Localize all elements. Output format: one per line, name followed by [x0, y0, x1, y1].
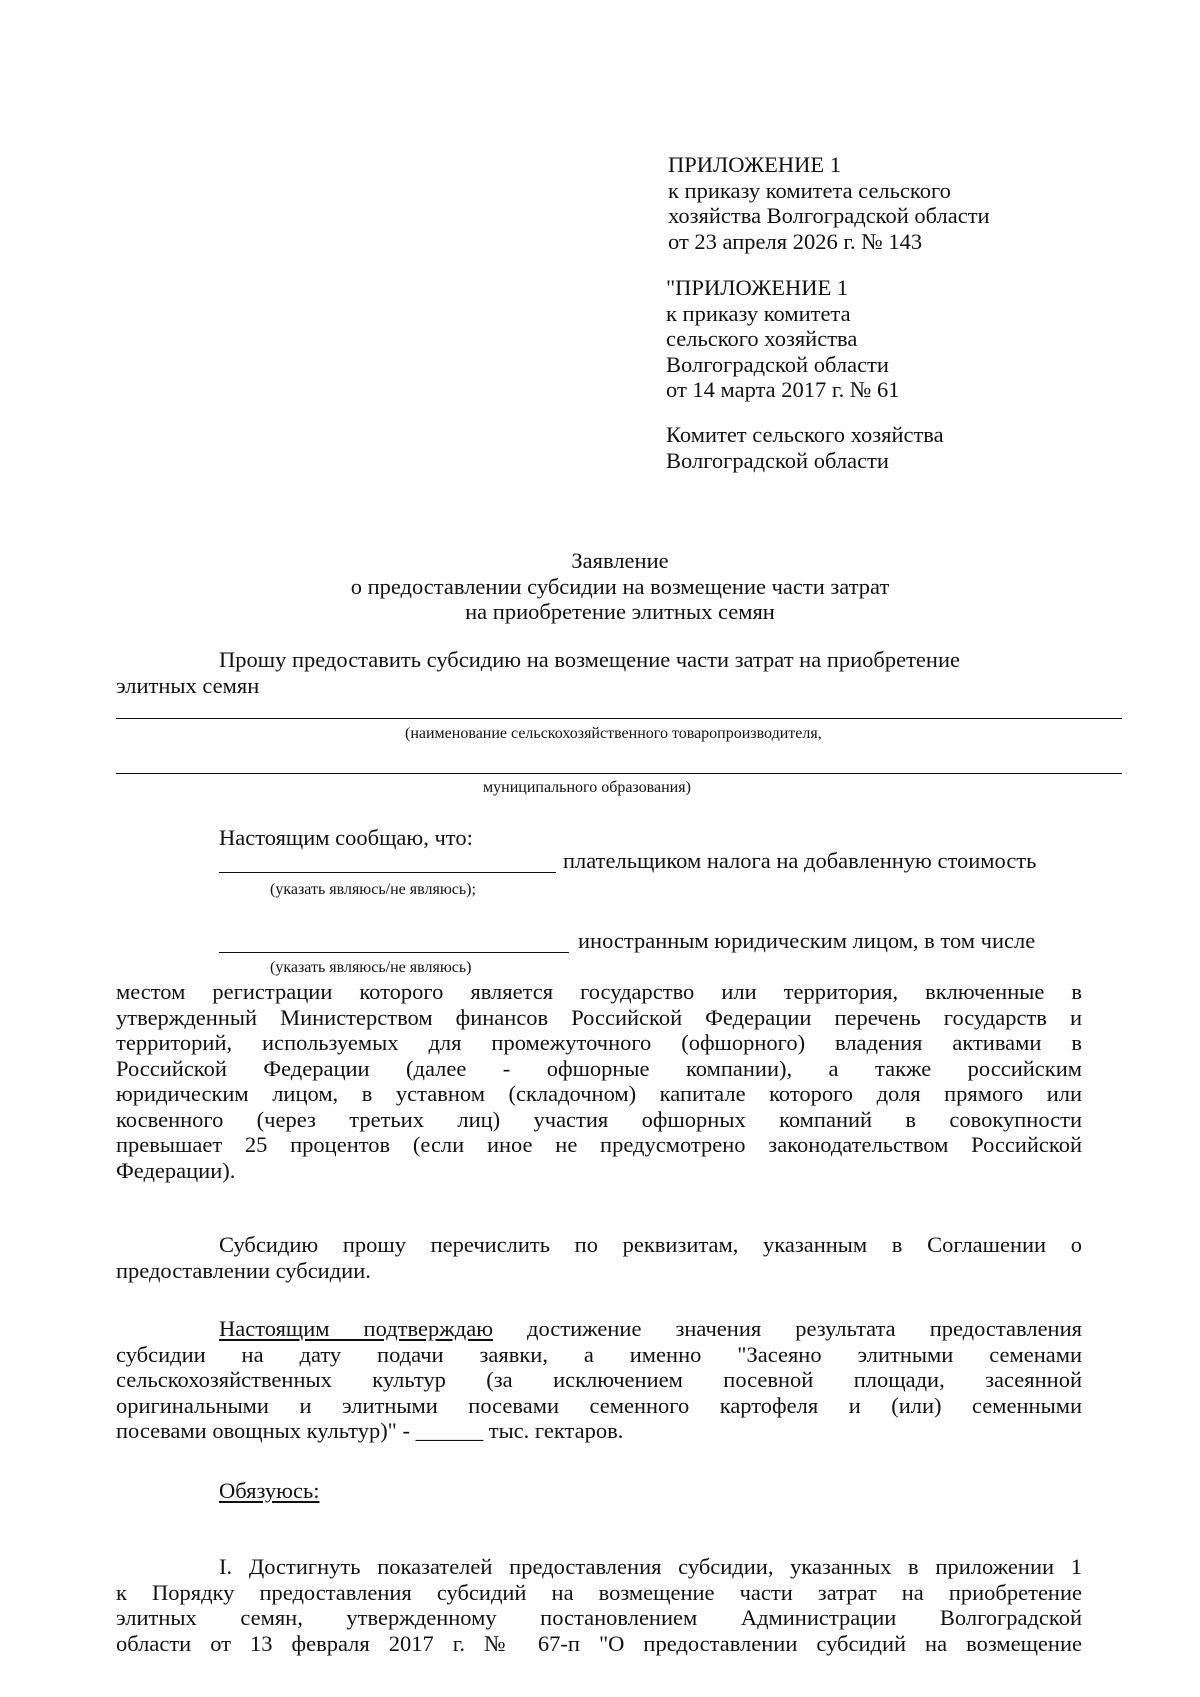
addressee-line: Волгоградской области — [666, 447, 889, 473]
appendix-line: к приказу комитета — [666, 300, 851, 326]
paragraph-line: предоставлении субсидии. — [116, 1257, 371, 1283]
foreign-text: иностранным юридическим лицом, в том числе — [578, 928, 1036, 953]
paragraph-line: к Порядку предоставления субсидий на возмещение части затрат на приобретение — [116, 1579, 1082, 1605]
appendix-title: ПРИЛОЖЕНИЕ 1 — [668, 152, 841, 177]
appendix-title: "ПРИЛОЖЕНИЕ 1 — [666, 275, 849, 300]
paragraph-line: Федерации). — [116, 1157, 236, 1183]
applicant-name-line — [116, 718, 1122, 719]
title-line: на приобретение элитных семян — [465, 599, 775, 624]
obligation-heading: Обязуюсь: — [219, 1478, 320, 1503]
applicant-caption: (наименование сельскохозяйственного товаропроизводителя, — [405, 725, 822, 742]
paragraph-line: Российской Федерации (далее - офшорные компании), а также российским — [116, 1055, 1082, 1081]
paragraph-line: сельскохозяйственных культур (за исключением посевной площади, засеянной — [116, 1367, 1082, 1392]
vat-caption: (указать являюсь/не являюсь); — [270, 881, 476, 898]
paragraph-line: территорий, используемых для промежуточного (офшорного) владения активами в — [116, 1030, 1082, 1055]
foreign-status-blank — [219, 952, 569, 953]
paragraph-line: превышает 25 процентов (если иное не предусмотрено законодательством Российской — [116, 1132, 1082, 1157]
appendix-line: хозяйства Волгоградской области — [668, 203, 990, 228]
appendix-line: к приказу комитета сельского — [668, 177, 951, 203]
paragraph-line: области от 13 февраля 2017 г. № 67-п "О предоставлении субсидий на возмещение — [116, 1630, 1082, 1656]
hectares-blank: ______ — [415, 1418, 484, 1443]
paragraph-line: элитных семян, утвержденному постановлением Администрации Волгоградской — [116, 1605, 1082, 1630]
confirmation-paragraph — [116, 1316, 1082, 1444]
title-line: Заявление — [571, 548, 669, 573]
transfer-paragraph — [116, 1232, 1082, 1283]
municipality-line — [116, 773, 1122, 774]
confirm-last-unit: тыс. гектаров. — [483, 1418, 624, 1443]
paragraph-line — [116, 1418, 1082, 1444]
paragraph-line: субсидии на дату подачи заявки, а именно "Засеяно элитными семенами — [116, 1341, 1082, 1367]
appendix-line: сельского хозяйства — [666, 326, 858, 351]
appendix-line: Волгоградской области — [666, 351, 889, 377]
confirm-last-text: посевами овощных культур)" - — [116, 1418, 416, 1443]
header-block-2 — [666, 275, 1086, 403]
confirm-underlined: Настоящим подтверждаю — [219, 1316, 493, 1341]
addressee-line: Комитет сельского хозяйства — [666, 422, 944, 447]
offshore-paragraph — [116, 979, 1082, 1183]
paragraph-line: местом регистрации которого является государство или территория, включенные в — [116, 979, 1082, 1004]
appendix-line: от 14 марта 2017 г. № 61 — [666, 377, 900, 402]
appendix-line: от 23 апреля 2026 г. № 143 — [668, 228, 923, 254]
paragraph-line: утвержденный Министерством финансов Российской Федерации перечень государств и — [116, 1004, 1082, 1030]
paragraph-line: Субсидию прошу перечислить по реквизитам, указанным в Соглашении о — [219, 1232, 1082, 1257]
municipality-caption: муниципального образования) — [483, 779, 691, 796]
obligation-item-1 — [116, 1554, 1082, 1656]
addressee-block — [666, 422, 1086, 473]
paragraph-line — [116, 1316, 1082, 1342]
paragraph-line: юридическим лицом, в уставном (складочном) капитале которого доля прямого или — [116, 1081, 1082, 1106]
header-block-1 — [668, 152, 1088, 254]
vat-status-blank — [219, 872, 556, 873]
paragraph-line: косвенного (через третьих лиц) участия офшорных компаний в совокупности — [116, 1106, 1082, 1132]
request-line: элитных семян — [116, 672, 260, 698]
paragraph-line: оригинальными и элитными посевами семенного картофеля и (или) семенными — [116, 1392, 1082, 1418]
document-title — [200, 548, 1040, 625]
paragraph-line: I. Достигнуть показателей предоставления субсидии, указанных в приложении 1 — [219, 1554, 1082, 1579]
request-line: Прошу предоставить субсидию на возмещение части затрат на приобретение — [219, 647, 960, 672]
title-line: о предоставлении субсидии на возмещение части затрат — [350, 573, 890, 599]
confirm-rest: достижение значения результата предоставления — [493, 1316, 1082, 1341]
request-paragraph — [116, 647, 1076, 698]
foreign-caption: (указать являюсь/не являюсь) — [270, 959, 472, 976]
vat-text: плательщиком налога на добавленную стоимость — [563, 848, 1037, 873]
notice-intro: Настоящим сообщаю, что: — [219, 825, 473, 850]
